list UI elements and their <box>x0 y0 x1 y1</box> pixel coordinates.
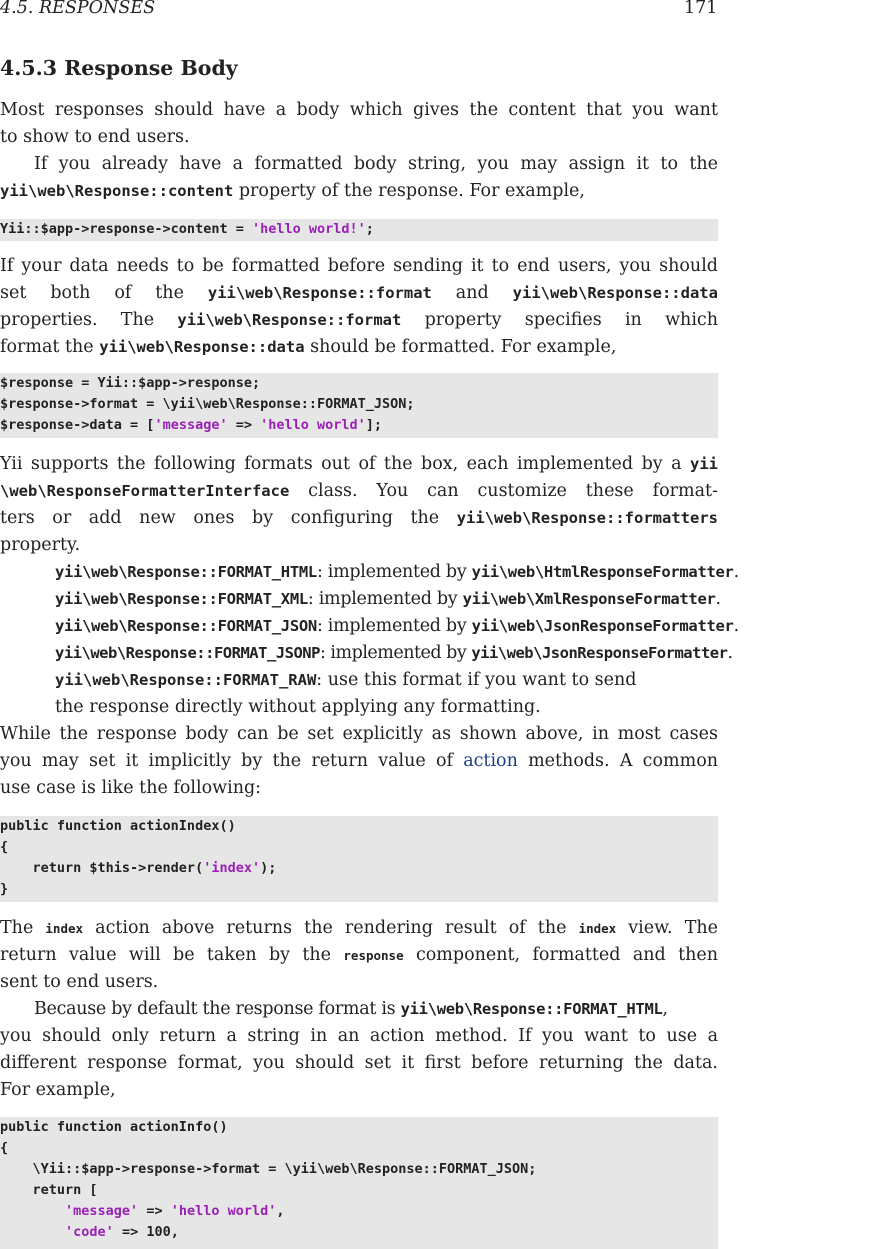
paragraph-line: If you already have a formatted body string, you may assign it to the <box>34 154 718 174</box>
page-number: 171 <box>684 0 718 18</box>
format-item: yii\web\Response::FORMAT_RAW: use this format if you want to send <box>55 670 637 690</box>
section-title: 4.5.3 Response Body <box>0 56 238 80</box>
format-item-continued: the response directly without applying any formatting. <box>55 697 541 717</box>
paragraph-line: you may set it implicitly by the return value of action methods. A common <box>0 751 718 771</box>
paragraph-line: \web\ResponseFormatterInterface class. You can customize these format- <box>0 481 718 501</box>
code-block <box>0 219 718 241</box>
format-item: yii\web\Response::FORMAT_XML: implemented by yii\web\XmlResponseFormatter. <box>55 589 721 609</box>
code-line: { <box>0 1140 9 1156</box>
code-block <box>0 1117 718 1249</box>
paragraph-line: Yii supports the following formats out of the box, each implemented by a yii <box>0 454 718 474</box>
paragraph-line: different response format, you should set it first before returning the data. <box>0 1053 718 1073</box>
format-item: yii\web\Response::FORMAT_JSONP: implemented by yii\web\JsonResponseFormatter. <box>55 643 733 663</box>
paragraph-line: return value will be taken by the response component, formatted and then <box>0 945 719 965</box>
paragraph-line: Most responses should have a body which gives the content that you want <box>0 100 718 120</box>
code-line: \Yii::$app->response->format = \yii\web\Response::FORMAT_JSON; <box>0 1161 537 1177</box>
paragraph-line: format the yii\web\Response::data should be formatted. For example, <box>0 337 617 357</box>
code-line: $response->format = \yii\web\Response::FORMAT_JSON; <box>0 396 415 412</box>
paragraph-line: properties. The yii\web\Response::format property specifies in which <box>0 310 718 330</box>
code-line: } <box>0 881 9 897</box>
paragraph-line: The index action above returns the rendering result of the index view. The <box>0 918 718 938</box>
code-line: { <box>0 839 9 855</box>
code-block <box>0 373 718 438</box>
code-line: 'message' => 'hello world', <box>65 1203 285 1219</box>
code-line: public function actionInfo() <box>0 1119 228 1135</box>
format-item: yii\web\Response::FORMAT_HTML: implemented by yii\web\HtmlResponseFormatter. <box>55 562 739 582</box>
paragraph-line: If your data needs to be formatted before sending it to end users, you should <box>0 256 718 276</box>
inline-code: yii\web\Response::content <box>0 182 234 200</box>
paragraph-line: use case is like the following: <box>0 778 262 798</box>
format-item: yii\web\Response::FORMAT_JSON: implemented by yii\web\JsonResponseFormatter. <box>55 616 739 636</box>
paragraph-line: set both of the yii\web\Response::format and yii\web\Response::data <box>0 283 718 303</box>
paragraph-line: For example, <box>0 1080 116 1100</box>
code-line: $response = Yii::$app->response; <box>0 375 261 391</box>
running-header: 4.5. RESPONSES <box>0 0 156 18</box>
code-line: public function actionIndex() <box>0 818 236 834</box>
paragraph-line: Because by default the response format is yii\web\Response::FORMAT_HTML, <box>34 999 668 1019</box>
paragraph-line: yii\web\Response::content property of the response. For example, <box>0 181 585 201</box>
code-line: Yii::$app->response->content = 'hello world!'; <box>0 221 374 237</box>
paragraph-line: sent to end users. <box>0 972 159 992</box>
paragraph-line: you should only return a string in an action method. If you want to use a <box>0 1026 718 1046</box>
paragraph-line: property. <box>0 535 81 555</box>
paragraph-line: ters or add new ones by configuring the yii\web\Response::formatters <box>0 508 718 528</box>
code-line: $response->data = ['message' => 'hello world']; <box>0 417 383 433</box>
code-line: 'code' => 100, <box>65 1224 179 1240</box>
code-line: return [ <box>0 1182 98 1198</box>
code-block <box>0 816 718 902</box>
action-link[interactable]: action <box>463 751 518 771</box>
paragraph-line: While the response body can be set explicitly as shown above, in most cases <box>0 724 718 744</box>
code-line: return $this->render('index'); <box>0 860 277 876</box>
paragraph-line: to show to end users. <box>0 127 190 147</box>
